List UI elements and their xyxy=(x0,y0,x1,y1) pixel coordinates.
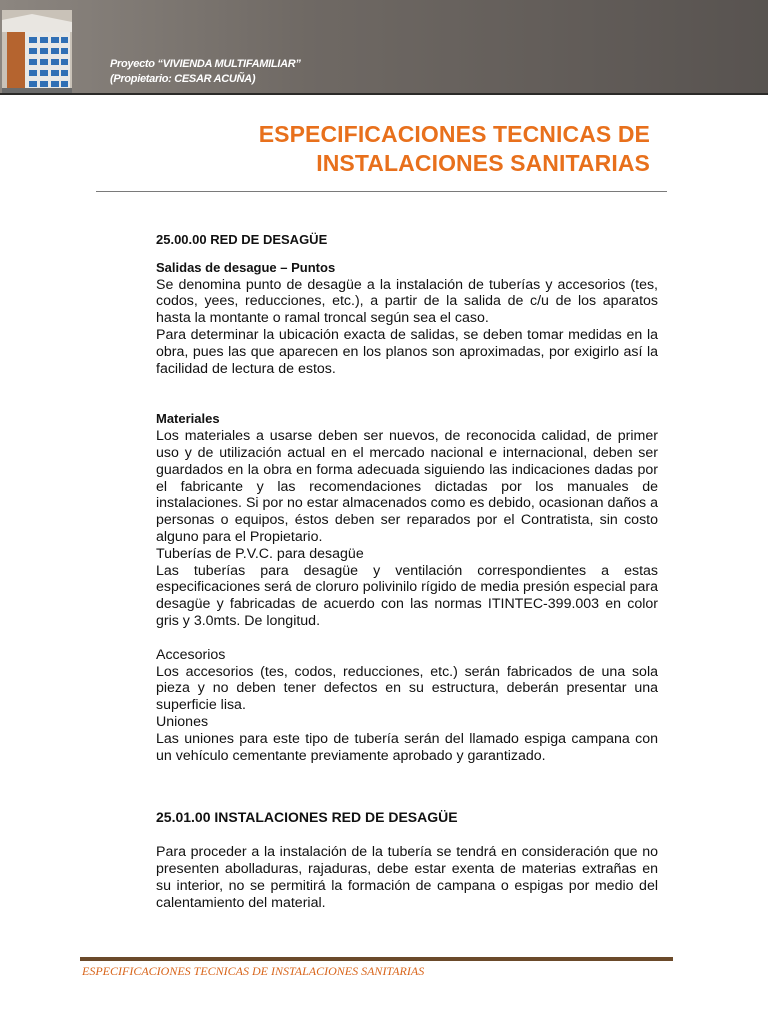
paragraph-salidas-2: Para determinar la ubicación exacta de salidas, se deben tomar medidas en la obra, pues las que aparecen en los planos son aproximadas, por exigirlo así la facilidad de lectura de estos. xyxy=(156,326,658,377)
section-heading-red-desague: 25.00.00 RED DE DESAGÜE xyxy=(156,232,328,247)
building-icon xyxy=(2,10,72,93)
subheading-uniones: Uniones xyxy=(156,713,209,730)
page-title xyxy=(100,120,650,178)
title-divider xyxy=(96,191,667,192)
document-body xyxy=(156,232,658,911)
page-title-line-1: ESPECIFICACIONES TECNICAS DE xyxy=(258,121,650,147)
paragraph-accesorios: Los accesorios (tes, codos, reducciones, etc.) serán fabricados de una sola pieza y no deben tener defectos en su estructura, deberán presentar una superficie lisa. xyxy=(156,663,658,714)
section-heading-instalaciones: 25.01.00 INSTALACIONES RED DE DESAGÜE xyxy=(156,809,458,826)
project-name: Proyecto “VIVIENDA MULTIFAMILIAR” xyxy=(110,58,301,70)
paragraph-tuberias: Las tuberías para desagüe y ventilación correspondientes a estas especificaciones será de cloruro polivinilo rígido de media presión especial para desagüe y fabricadas de acuerdo con las normas ITINTEC-399.003 en color gris y 3.0mts. De longitud. xyxy=(156,562,658,629)
paragraph-instalaciones: Para proceder a la instalación de la tubería se tendrá en consideración que no presenten abolladuras, rajaduras, debe estar exenta de materias extrañas en su interior, no se permitirá la formación de campana o espigas por medio del calentamiento del material. xyxy=(156,844,658,911)
subheading-materiales: Materiales xyxy=(156,411,220,427)
subheading-accesorios: Accesorios xyxy=(156,646,226,663)
header-band xyxy=(0,0,768,95)
footer-title: ESPECIFICACIONES TECNICAS DE INSTALACIONES SANITARIAS xyxy=(82,964,425,978)
project-owner: (Propietario: CESAR ACUÑA) xyxy=(110,73,256,85)
paragraph-salidas-1: Se denomina punto de desagüe a la instalación de tuberías y accesorios (tes, codos, yees, reducciones, etc.), a partir de la salida de c/u de los aparatos hasta la montante o ramal troncal según sea el caso. xyxy=(156,276,658,327)
subheading-salidas: Salidas de desague – Puntos xyxy=(156,259,336,275)
header-project-info xyxy=(110,57,301,87)
page-title-line-2: INSTALACIONES SANITARIAS xyxy=(316,150,650,176)
footer-divider xyxy=(80,957,673,961)
paragraph-materiales: Los materiales a usarse deben ser nuevos, de reconocida calidad, de primer uso y de utilización actual en el mercado nacional e internacional, deben ser guardados en la obra en forma adecuada siguiendo las indicaciones dadas por el fabricante y las recomendaciones dictadas por los manuales de instalaciones. Si por no estar almacenados como es debido, ocasionan daños a personas o equipos, éstos deben ser reparados por el Contratista, sin costo alguno para el Propietario. xyxy=(156,428,658,545)
paragraph-uniones: Las uniones para este tipo de tubería serán del llamado espiga campana con un vehículo cementante previamente aprobado y garantizado. xyxy=(156,730,658,764)
subheading-tuberias: Tuberías de P.V.C. para desagüe xyxy=(156,545,364,562)
